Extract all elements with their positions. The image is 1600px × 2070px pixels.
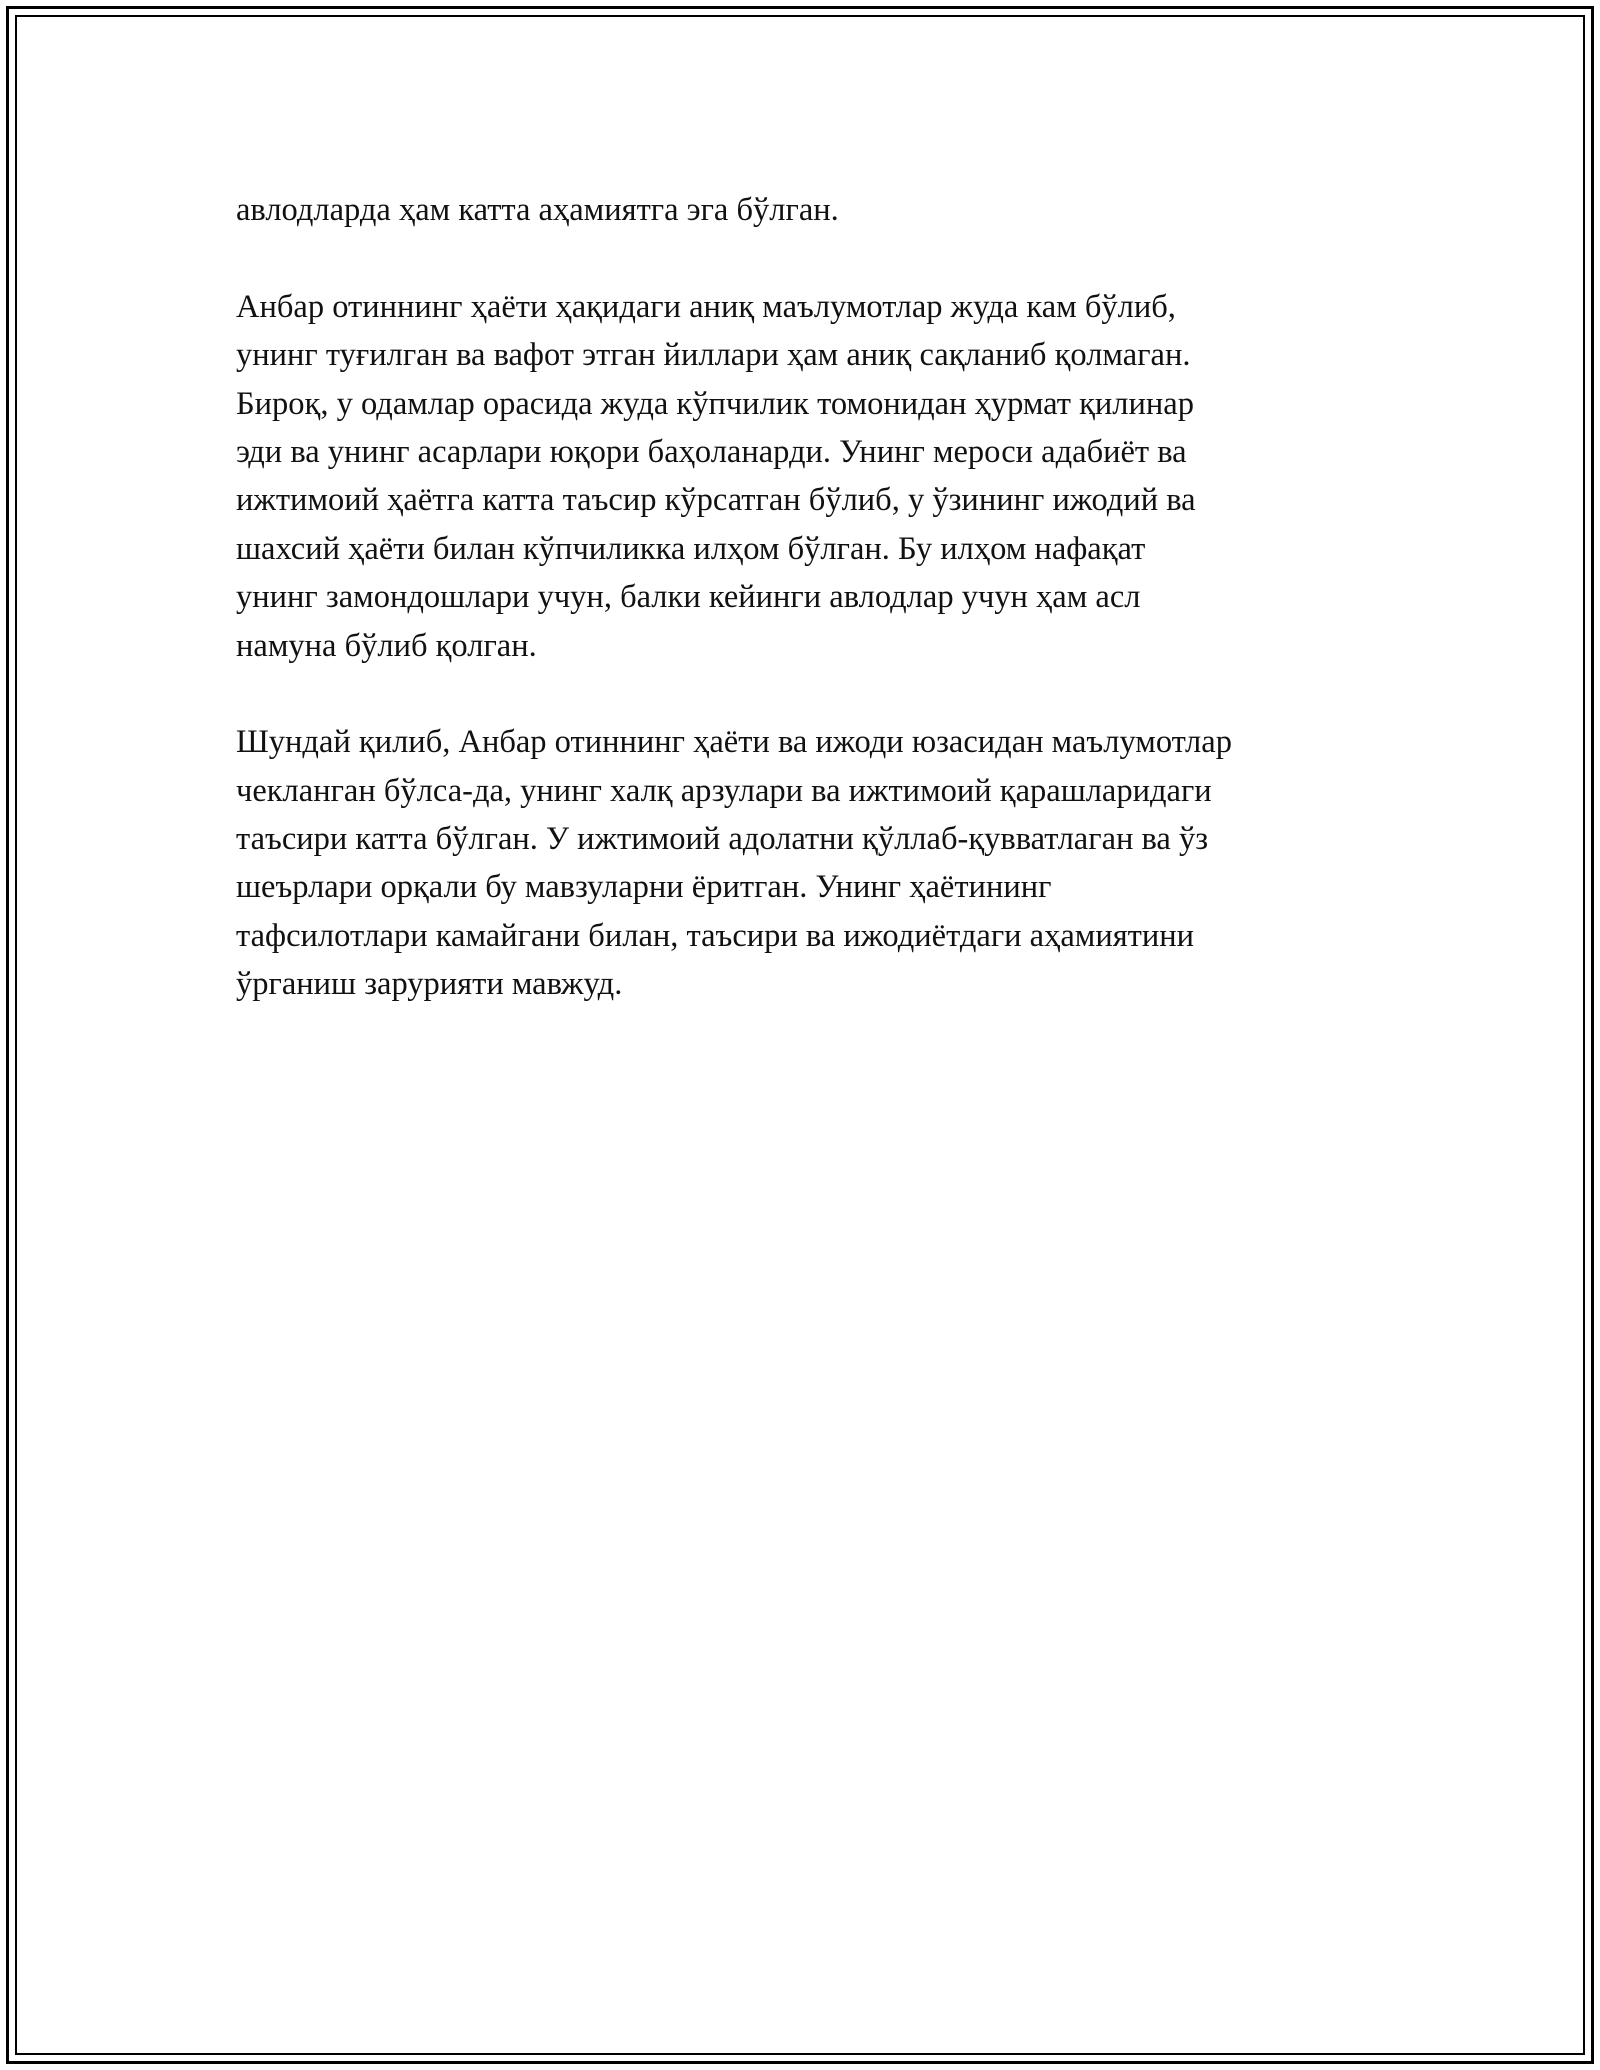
text-line: намуна бўлиб қолган. bbox=[236, 627, 537, 664]
paragraph bbox=[236, 186, 1416, 234]
text-line: таъсири катта бўлган. У ижтимоий адолатни қўллаб-қувватлаган ва ўз bbox=[236, 821, 1209, 858]
document-body bbox=[236, 186, 1416, 1009]
paragraph bbox=[236, 283, 1416, 670]
text-line: ўрганиш зарурияти мавжуд. bbox=[236, 966, 623, 1003]
text-line: тафсилотлари камайгани билан, таъсири ва ижодиётдаги аҳамиятини bbox=[236, 917, 1195, 954]
text-line: Анбар отиннинг ҳаёти ҳақидаги аниқ маълумотлар жуда кам бўлиб, bbox=[236, 288, 1176, 325]
text-line: унинг туғилган ва вафот этган йиллари ҳам аниқ сақланиб қолмаган. bbox=[236, 337, 1191, 374]
text-line: Бироқ, у одамлар орасида жуда кўпчилик томонидан ҳурмат қилинар bbox=[236, 385, 1194, 422]
text-line: Шундай қилиб, Анбар отиннинг ҳаёти ва ижоди юзасидан маълумотлар bbox=[236, 724, 1232, 761]
text-line: шахсий ҳаёти билан кўпчиликка илҳом бўлган. Бу илҳом нафақат bbox=[236, 530, 1146, 567]
text-line: авлодларда ҳам катта аҳамиятга эга бўлган. bbox=[236, 192, 839, 228]
paragraph-gap bbox=[236, 670, 1416, 718]
paragraph-gap bbox=[236, 234, 1416, 282]
text-line: шеърлари орқали бу мавзуларни ёритган. Унинг ҳаётининг bbox=[236, 869, 1052, 906]
text-line: чекланган бўлса-да, унинг халқ арзулари ва ижтимоий қарашларидаги bbox=[236, 772, 1212, 809]
paragraph bbox=[236, 718, 1416, 1008]
text-line: ижтимоий ҳаётга катта таъсир кўрсатган бўлиб, у ўзининг ижодий ва bbox=[236, 482, 1196, 519]
text-line: унинг замондошлари учун, балки кейинги авлодлар учун ҳам асл bbox=[236, 579, 1141, 616]
text-line: эди ва унинг асарлари юқори баҳоланарди. Унинг мероси адабиёт ва bbox=[236, 433, 1187, 470]
